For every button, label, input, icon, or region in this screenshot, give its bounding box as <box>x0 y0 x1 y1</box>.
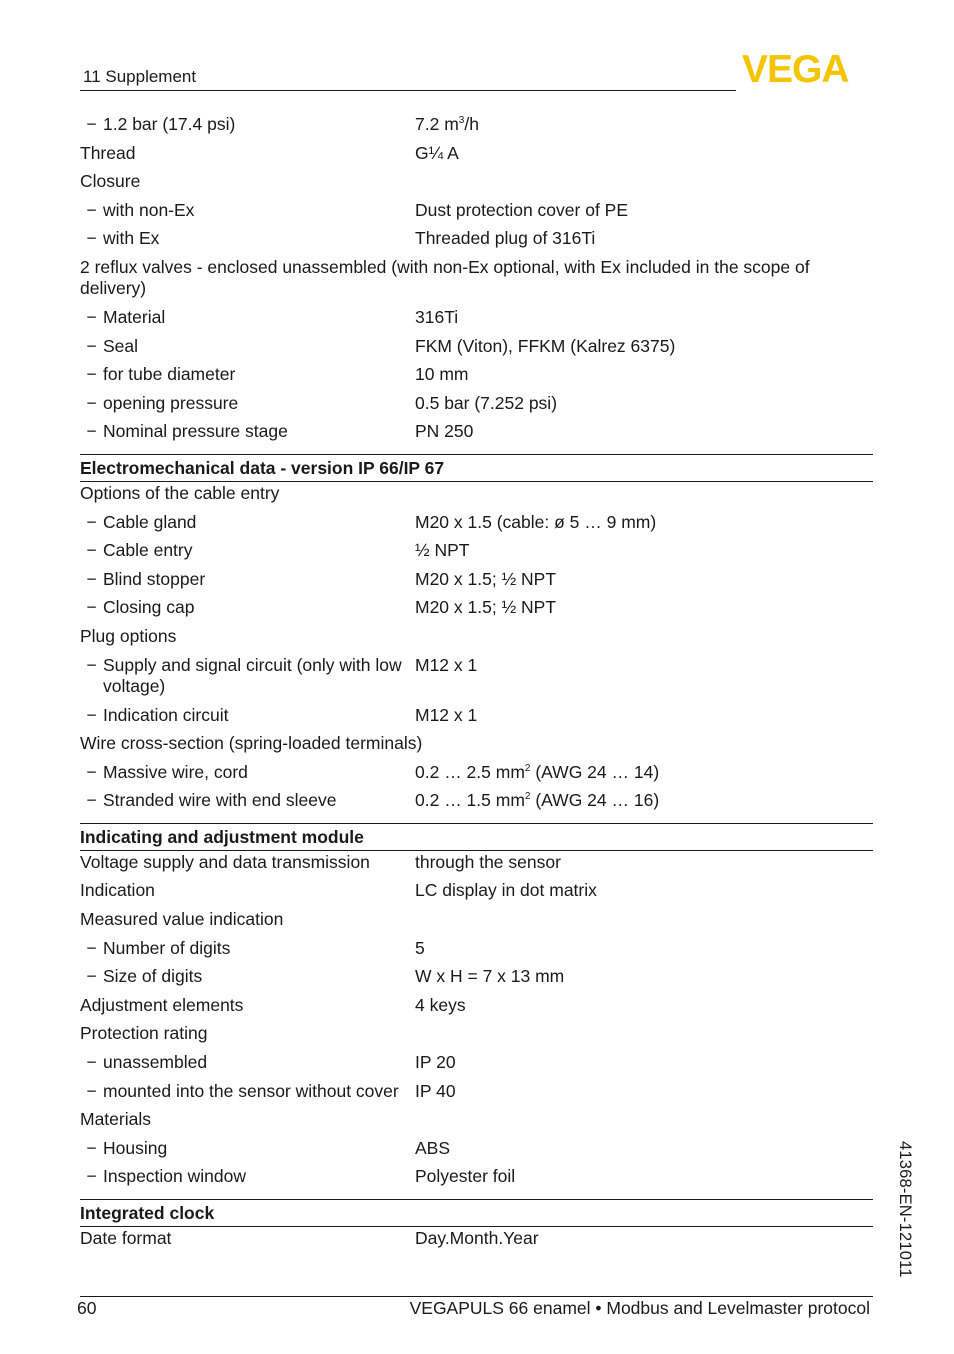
spec-value: 0.2 … 2.5 $mm^2$ (AWG 24 … 14) <box>415 761 660 782</box>
spec-row <box>80 1108 873 1137</box>
spec-value: ABS <box>415 1137 451 1158</box>
section-heading-electromechanical: Electromechanical data - version IP 66/IP 67 <box>80 454 873 482</box>
spec-label: unassembled <box>103 1052 208 1073</box>
spec-label: Closing cap <box>103 597 195 618</box>
spec-value: 4 keys <box>415 994 466 1015</box>
spec-label: Wire cross-section (spring-loaded terminals) <box>80 733 423 754</box>
header-rule <box>80 90 736 91</box>
spec-row: − Inspection window Polyester foil <box>80 1165 873 1194</box>
spec-label: with non-Ex <box>103 199 195 220</box>
spec-row: − Stranded wire with end sleeve 0.2 … 1.5 $mm^2$ (AWG 24 … 16) <box>80 789 873 818</box>
spec-label: mounted into the sensor without cover <box>103 1080 399 1101</box>
spec-row <box>80 1227 873 1256</box>
spec-note: 2 reflux valves - enclosed unassembled (with non-Ex optional, with Ex included in the scope of delivery) <box>80 256 810 299</box>
spec-row: − unassembled IP 20 <box>80 1051 873 1080</box>
spec-label: Closure <box>80 171 141 192</box>
spec-label: Seal <box>103 335 139 356</box>
spec-row: − 1.2 bar (17.4 psi) 7.2 $m^3/h$ <box>80 113 873 142</box>
spec-label: opening pressure <box>103 392 239 413</box>
spec-value: M20 x 1.5; ½ NPT <box>415 597 557 618</box>
spec-row <box>80 879 873 908</box>
spec-value: M20 x 1.5 (cable: ø 5 … 9 mm) <box>415 511 657 532</box>
spec-row: − Closing cap M20 x 1.5; ½ NPT <box>80 596 873 625</box>
spec-label: with Ex <box>103 228 160 249</box>
footer-rule <box>80 1296 873 1297</box>
spec-label: Protection rating <box>80 1023 208 1044</box>
spec-row <box>80 625 873 654</box>
spec-row: − Indication circuit M12 x 1 <box>80 704 873 733</box>
spec-label: Indication <box>80 880 155 901</box>
spec-row <box>80 482 873 511</box>
spec-row <box>80 994 873 1023</box>
spec-label: for tube diameter <box>103 364 236 385</box>
spec-row: − Housing ABS <box>80 1137 873 1166</box>
spec-value: Dust protection cover of PE <box>415 199 629 220</box>
spec-label: Materials <box>80 1109 151 1130</box>
spec-value: Day.Month.Year <box>415 1228 539 1248</box>
spec-value: FKM (Viton), FFKM (Kalrez 6375) <box>415 335 676 356</box>
spec-value: Polyester foil <box>415 1166 516 1187</box>
spec-row: − Material 316Ti <box>80 306 873 335</box>
spec-label: Date format <box>80 1228 172 1248</box>
spec-row <box>80 908 873 937</box>
spec-row <box>80 732 873 761</box>
spec-row: − Seal FKM (Viton), FFKM (Kalrez 6375) <box>80 335 873 364</box>
spec-content <box>80 113 873 1256</box>
spec-value: G¼ A <box>415 142 459 163</box>
footer-title: VEGAPULS 66 enamel • Modbus and Levelmaster protocol <box>409 1298 870 1318</box>
spec-label: Voltage supply and data transmission <box>80 851 370 872</box>
spec-row: − mounted into the sensor without cover IP 40 <box>80 1080 873 1109</box>
spec-value: through the sensor <box>415 851 561 872</box>
spec-value: M20 x 1.5; ½ NPT <box>415 568 557 589</box>
spec-row: − Nominal pressure stage PN 250 <box>80 420 873 449</box>
spec-row <box>80 142 873 171</box>
spec-row: − with non-Ex Dust protection cover of PE <box>80 199 873 228</box>
spec-label: Plug options <box>80 625 177 646</box>
spec-row <box>80 170 873 199</box>
spec-value: M12 x 1 <box>415 654 478 675</box>
spec-label: Housing <box>103 1137 168 1158</box>
spec-value: PN 250 <box>415 421 474 442</box>
vega-logo <box>742 52 874 86</box>
spec-row: − opening pressure 0.5 bar (7.252 psi) <box>80 392 873 421</box>
spec-label: Measured value indication <box>80 909 284 930</box>
spec-row <box>80 1022 873 1051</box>
spec-row: − Supply and signal circuit (only with low voltage) M12 x 1 <box>80 654 873 704</box>
spec-label: Number of digits <box>103 937 231 958</box>
spec-label: 1.2 bar (17.4 psi) <box>103 114 236 134</box>
spec-value: ½ NPT <box>415 540 470 561</box>
spec-value: IP 20 <box>415 1052 456 1073</box>
spec-label: Cable gland <box>103 511 197 532</box>
chapter-title: 11 Supplement <box>83 67 197 86</box>
spec-row: − Cable entry ½ NPT <box>80 539 873 568</box>
spec-label: Supply and signal circuit (only with low voltage) <box>103 654 402 696</box>
spec-label: Size of digits <box>103 966 203 987</box>
spec-row: − Blind stopper M20 x 1.5; ½ NPT <box>80 568 873 597</box>
spec-label: Stranded wire with end sleeve <box>103 790 337 811</box>
spec-label: Massive wire, cord <box>103 761 248 782</box>
spec-label: Material <box>103 306 166 327</box>
spec-row: − Massive wire, cord 0.2 … 2.5 $mm^2$ (AWG 24 … 14) <box>80 761 873 790</box>
spec-value: 10 mm <box>415 364 469 385</box>
spec-label: Adjustment elements <box>80 994 244 1015</box>
spec-label: Thread <box>80 142 136 163</box>
spec-row <box>80 851 873 880</box>
spec-row: − Cable gland M20 x 1.5 (cable: ø 5 … 9 mm) <box>80 511 873 540</box>
spec-value: IP 40 <box>415 1080 456 1101</box>
spec-value: W x H = 7 x 13 mm <box>415 966 565 987</box>
spec-label: Cable entry <box>103 540 193 561</box>
spec-value: 316Ti <box>415 306 459 327</box>
spec-label: Blind stopper <box>103 568 206 589</box>
spec-value: 0.2 … 1.5 $mm^2$ (AWG 24 … 16) <box>415 790 660 811</box>
spec-label: Options of the cable entry <box>80 482 280 503</box>
spec-row: − with Ex Threaded plug of 316Ti <box>80 227 873 256</box>
page-number: 60 <box>77 1298 97 1318</box>
section-heading-indicating: Indicating and adjustment module <box>80 823 873 851</box>
spec-value: 5 <box>415 937 425 958</box>
spec-row: − for tube diameter 10 mm <box>80 363 873 392</box>
spec-value: 7.2 $m^3/h$ <box>415 114 479 134</box>
spec-value: LC display in dot matrix <box>415 880 597 901</box>
spec-value: M12 x 1 <box>415 704 478 725</box>
spec-row: − Size of digits W x H = 7 x 13 mm <box>80 965 873 994</box>
section-heading-clock: Integrated clock <box>80 1199 873 1227</box>
svg-text:VEGA: VEGA <box>742 52 849 86</box>
spec-row: − Number of digits 5 <box>80 937 873 966</box>
spec-value: Threaded plug of 316Ti <box>415 228 596 249</box>
spec-label: Inspection window <box>103 1166 246 1187</box>
spec-value: 0.5 bar (7.252 psi) <box>415 392 558 413</box>
document-id: 41368-EN-121011 <box>896 1141 914 1278</box>
spec-label: Nominal pressure stage <box>103 421 288 442</box>
spec-label: Indication circuit <box>103 704 229 725</box>
